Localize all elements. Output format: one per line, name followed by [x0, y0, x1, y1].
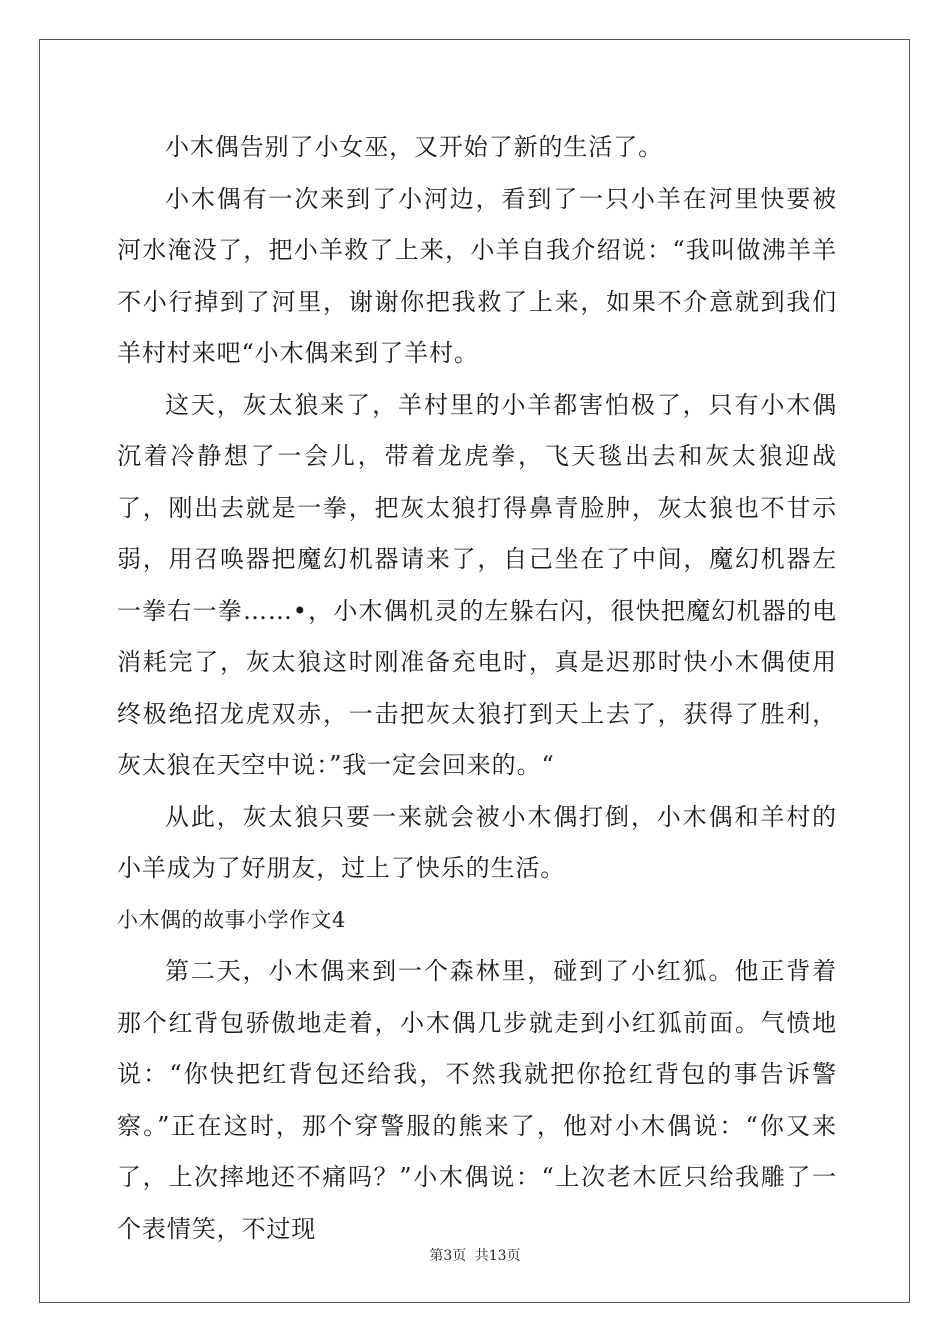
page-footer — [0, 1245, 950, 1265]
page-total: 共13页 — [474, 1248, 521, 1264]
paragraph-2: 小木偶有一次来到了小河边，看到了一只小羊在河里快要被河水淹没了，把小羊救了上来，小羊自我介绍说：“我叫做沸羊羊不小行掉到了河里，谢谢你把我救了上来，如果不介意就到我们羊村村来吧“小木偶来到了羊村。 — [117, 184, 837, 367]
page-number: 第3页 — [429, 1248, 467, 1264]
section-heading: 小木偶的故事小学作文4 — [117, 907, 346, 932]
paragraph-4: 从此，灰太狼只要一来就会被小木偶打倒，小木偶和羊村的小羊成为了好朋友，过上了快乐的生活。 — [117, 802, 837, 882]
paragraph-5: 第二天，小木偶来到一个森林里，碰到了小红狐。他正背着那个红背包骄傲地走着，小木偶几步就走到小红狐前面。气愤地说：“你快把红背包还给我，不然我就把你抢红背包的事告诉警察。”正在这时，那个穿警服的熊来了，他对小木偶说：“你又来了，上次摔地还不痛吗？”小木偶说：“上次老木匠只给我雕了一个表情笑，不过现 — [117, 957, 837, 1243]
paragraph-1: 小木偶告别了小女巫，又开始了新的生活了。 — [165, 133, 663, 161]
paragraph-3: 这天，灰太狼来了，羊村里的小羊都害怕极了，只有小木偶沉着冷静想了一会儿，带着龙虎拳，飞天毯出去和灰太狼迎战了，刚出去就是一拳，把灰太狼打得鼻青脸肿，灰太狼也不甘示弱，用召唤器把魔幻机器请来了，自己坐在了中间，魔幻机器左一拳右一拳……•，小木偶机灵的左躲右闪，很快把魔幻机器的电消耗完了，灰太狼这时刚准备充电时，真是迟那时快小木偶使用终极绝招龙虎双赤，一击把灰太狼打到天上去了，获得了胜利，灰太狼在天空中说：”我一定会回来的。“ — [117, 390, 837, 779]
document-body — [117, 122, 837, 1255]
